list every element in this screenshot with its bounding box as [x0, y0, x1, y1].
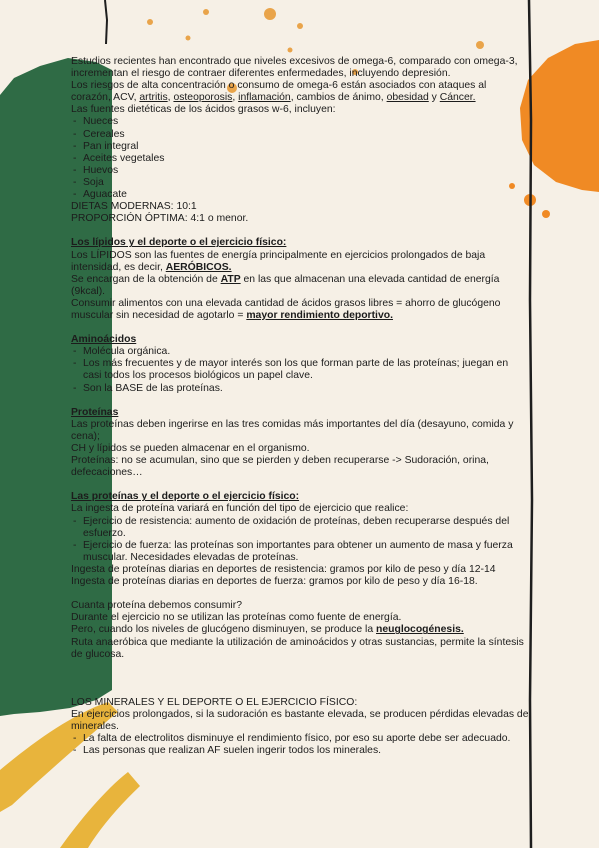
list-item: - Cereales [71, 129, 529, 141]
list-item: - Pan integral [71, 141, 529, 153]
section-heading: Proteínas [71, 406, 119, 418]
paragraph: Durante el ejercicio no se utilizan las proteínas como fuente de energía. [71, 612, 402, 624]
paragraph: Las fuentes dietéticas de los ácidos grasos w-6, incluyen: [71, 104, 336, 116]
list-item: - Nueces [71, 116, 529, 128]
aminoacidos-section [71, 334, 529, 394]
orange-speck [147, 19, 153, 25]
orange-speck [264, 8, 276, 20]
list-item: - Ejercicio de resistencia: aumento de oxidación de proteínas, deben recuperarse después del esfuerzo. [71, 516, 529, 540]
vertical-mark [105, 0, 107, 44]
paragraph: PROPORCIÓN ÓPTIMA: 4:1 o menor. [71, 213, 249, 225]
sources-list [71, 116, 529, 201]
list-item: - Aceites vegetales [71, 153, 529, 165]
ejercicio-list [71, 516, 529, 564]
section-heading: Los lípidos y el deporte o el ejercicio físico: [71, 237, 287, 249]
paragraph: Estudios recientes han encontrado que niveles excesivos de omega-6, comparado con omega-3, incrementan el riesgo de contraer diferentes enfermedades, incluyendo depresión. [71, 56, 518, 80]
paragraph: Pero, cuando los niveles de glucógeno disminuyen, se produce la neuglocogénesis. [71, 624, 464, 636]
emphasis: neuglocogénesis. [376, 624, 464, 636]
underlined-term: inflamación [238, 92, 291, 104]
section-heading: Aminoácidos [71, 334, 137, 346]
underlined-term: obesidad [386, 92, 429, 104]
orange-speck [476, 41, 484, 49]
yellow-brush-stroke [60, 772, 140, 848]
paragraph: Consumir alimentos con una elevada cantidad de ácidos grasos libres = ahorro de glucógeno muscular sin necesidad de agotarlo = mayor rendimiento deportivo. [71, 297, 501, 321]
paragraph: La ingesta de proteína variará en función del tipo de ejercicio que realice: [71, 503, 409, 515]
list-item: - Aguacate [71, 189, 529, 201]
paragraph: DIETAS MODERNAS: 10:1 [71, 201, 197, 213]
orange-speck [186, 36, 191, 41]
paragraph: En ejercicios prolongados, si la sudoración es bastante elevada, se producen pérdidas elevadas de minerales. [71, 709, 529, 733]
paragraph: Ingesta de proteínas diarias en deportes de fuerza: gramos por kilo de peso y día 16-18. [71, 576, 478, 588]
paragraph: Los riesgos de alta concentración o consumo de omega-6 están asociados con ataques al corazón, ACV, artritis, osteoporosis, inflamación, cambios de ánimo, obesidad y Cáncer. [71, 80, 487, 104]
orange-speck [288, 48, 293, 53]
paragraph: Ruta anaeróbica que mediante la utilización de aminoácidos y otras sustancias, permite la síntesis de glucosa. [71, 636, 524, 660]
emphasis: ATP [220, 273, 241, 285]
orange-dot [542, 210, 550, 218]
paragraph: Se encargan de la obtención de ATP en las que almacenan una elevada cantidad de energía (9kcal). [71, 273, 500, 297]
list-item: - La falta de electrolitos disminuye el rendimiento físico, por eso su aporte debe ser adecuado. [71, 733, 529, 745]
underlined-term: artritis [139, 92, 168, 104]
emphasis: mayor rendimiento deportivo. [246, 309, 393, 321]
aminoacidos-list [71, 346, 529, 394]
paragraph: CH y lípidos se pueden almacenar en el organismo. [71, 443, 310, 454]
paragraph: Los LÍPIDOS son las fuentes de energía principalmente en ejercicios prolongados de baja intensidad, es decir, AERÓBICOS. [71, 249, 486, 273]
underlined-term: osteoporosis [173, 92, 233, 104]
list-item: - Son la BASE de las proteínas. [71, 383, 529, 395]
paragraph: Cuanta proteína debemos consumir? [71, 600, 242, 612]
list-item: - Los más frecuentes y de mayor interés son los que forman parte de las proteínas; juegan en casi todos los procesos biológicos un papel clave. [71, 358, 529, 382]
paragraph: Ingesta de proteínas diarias en deportes de resistencia: gramos por kilo de peso y día 12-14 [71, 563, 496, 575]
orange-speck [297, 23, 303, 29]
list-item: - Ejercicio de fuerza: las proteínas son importantes para obtener un aumento de masa y fuerza muscular. Necesidades elevadas de proteínas. [71, 540, 529, 564]
section-heading: LOS MINERALES Y EL DEPORTE O EL EJERCICIO FÍSICO: [71, 696, 358, 708]
orange-speck [203, 9, 209, 15]
document-body [71, 56, 529, 757]
minerales-section [71, 697, 529, 757]
paragraph: Las proteínas deben ingerirse en las tres comidas más importantes del día (desayuno, comida y cena); [71, 418, 514, 442]
minerales-list [71, 733, 529, 757]
proteinas-deporte-section [71, 491, 529, 660]
lipidos-section [71, 237, 529, 322]
list-item: - Las personas que realizan AF suelen ingerir todos los minerales. [71, 745, 529, 757]
list-item: - Huevos [71, 165, 529, 177]
proteinas-section [71, 407, 529, 480]
list-item: - Molécula orgánica. [71, 346, 529, 358]
omega6-section [71, 56, 529, 225]
emphasis: AERÓBICOS. [165, 261, 232, 273]
paragraph: Proteínas: no se acumulan, sino que se pierden y deben recuperarse -> Sudoración, orina, defecaciones… [71, 455, 489, 479]
underlined-term: Cáncer. [439, 92, 476, 104]
section-heading: Las proteínas y el deporte o el ejercicio físico: [71, 491, 300, 503]
list-item: - Soja [71, 177, 529, 189]
